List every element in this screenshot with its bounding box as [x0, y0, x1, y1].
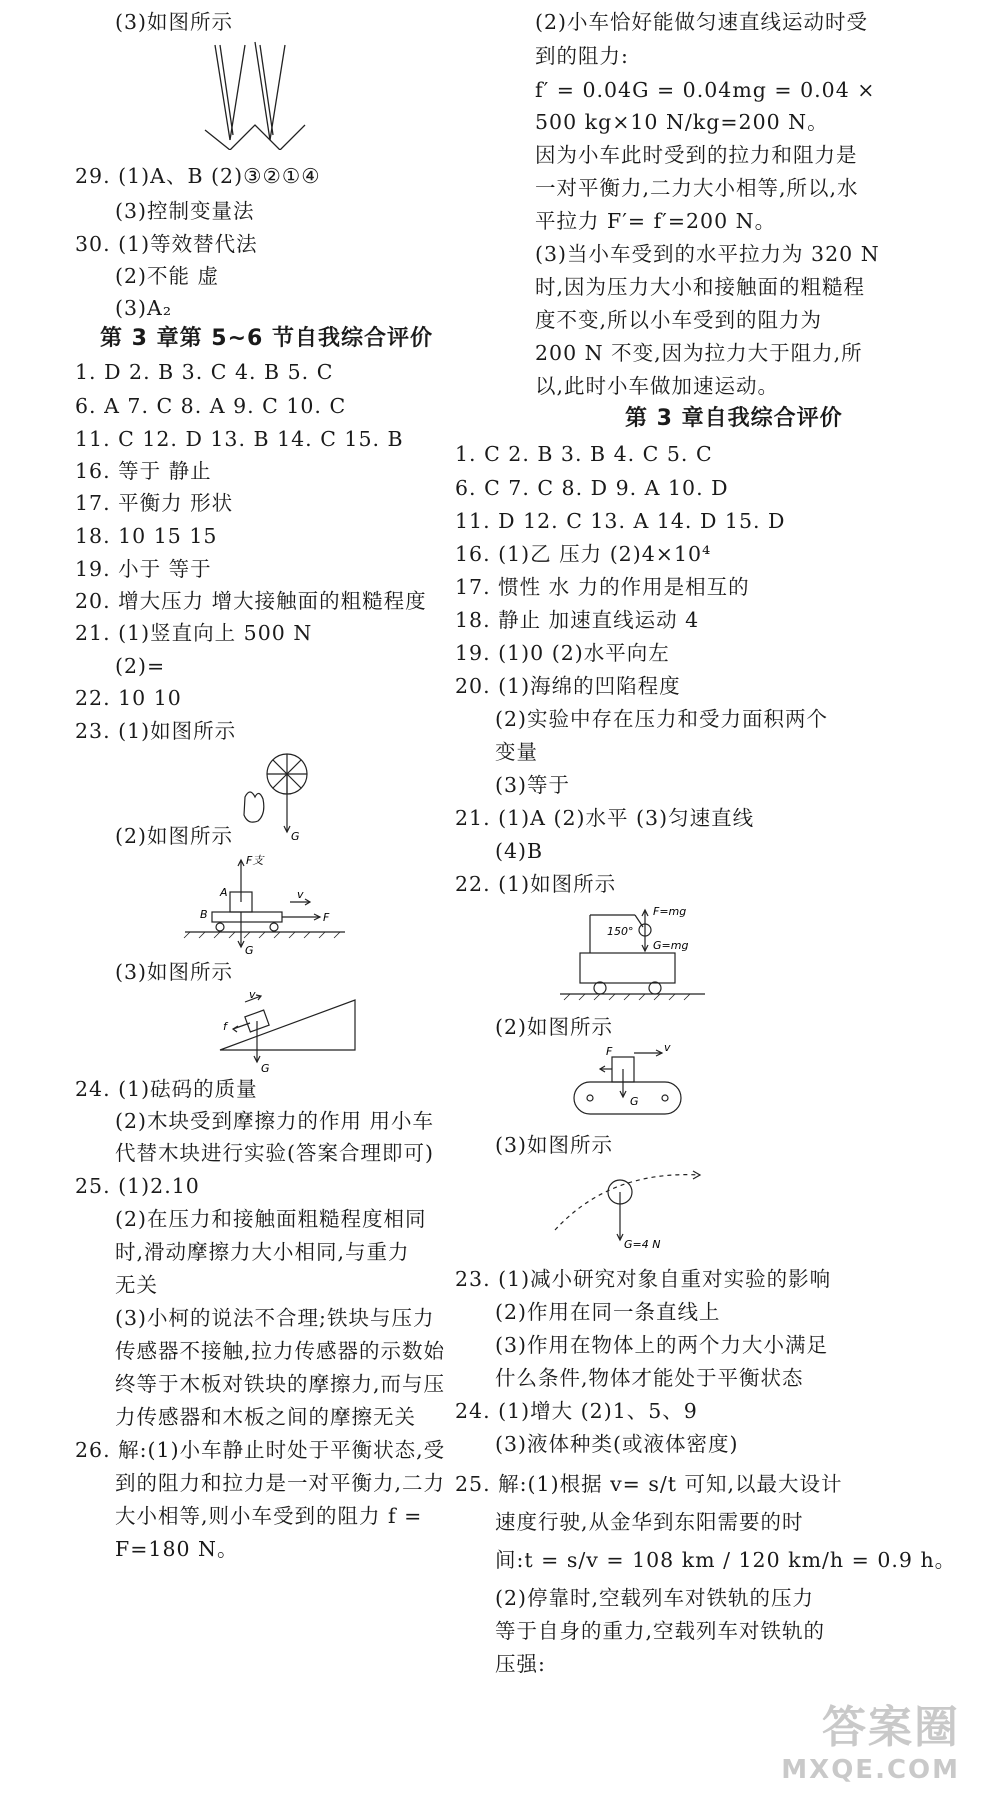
- text-line: 16. (1)乙 压力 (2)4×10⁴: [455, 542, 712, 566]
- text-line: 度不变,所以小车受到的阻力为: [535, 308, 823, 332]
- text-line: 23. (1)减小研究对象自重对实验的影响: [455, 1267, 832, 1291]
- text-line: 力传感器和木板之间的摩擦无关: [115, 1405, 416, 1429]
- text-line: (2)如图所示: [495, 1015, 614, 1039]
- text-line: 1. C 2. B 3. B 4. C 5. C: [455, 442, 713, 466]
- text-line: 代替木块进行实验(答案合理即可): [115, 1141, 434, 1165]
- text-line: (3)如图所示: [115, 960, 234, 984]
- hand-fan-figure: [235, 752, 325, 842]
- gravity-label: G: [245, 944, 254, 957]
- text-line: (2)在压力和接触面粗糙程度相同: [115, 1207, 427, 1231]
- text-line: 什么条件,物体才能处于平衡状态: [495, 1366, 804, 1390]
- text-line: 以,此时小车做加速运动。: [535, 374, 780, 398]
- velocity-label: v: [664, 1045, 671, 1054]
- text-line: 24. (1)增大 (2)1、5、9: [455, 1399, 698, 1423]
- text-line: 26. 解:(1)小车静止时处于平衡状态,受: [75, 1438, 446, 1462]
- section-heading: 第 3 章第 5~6 节自我综合评价: [100, 326, 433, 351]
- text-line: 25. (1)2.10: [75, 1174, 200, 1198]
- gravity-label: G: [630, 1095, 639, 1108]
- text-line: 23. (1)如图所示: [75, 719, 237, 743]
- text-line: 到的阻力和拉力是一对平衡力,二力: [115, 1471, 446, 1495]
- text-line: (3)小柯的说法不合理;铁块与压力: [115, 1306, 435, 1330]
- angle-label: 150°: [607, 925, 634, 938]
- text-line: 18. 静止 加速直线运动 4: [455, 608, 700, 632]
- text-line: 17. 惯性 水 力的作用是相互的: [455, 575, 750, 599]
- text-line: (2)停靠时,空载列车对铁轨的压力: [495, 1586, 815, 1610]
- force-label: F: [323, 911, 330, 924]
- text-line: 21. (1)竖直向上 500 N: [75, 621, 313, 645]
- text-line: 19. (1)0 (2)水平向左: [455, 641, 670, 665]
- conveyor-figure: [570, 1045, 690, 1125]
- velocity-label: v: [249, 990, 256, 1001]
- text-line: f′ = 0.04G = 0.04mg = 0.04 ×: [535, 78, 876, 102]
- text-line: 6. A 7. C 8. A 9. C 10. C: [75, 394, 347, 418]
- text-line: 传感器不接触,拉力传感器的示数始: [115, 1339, 446, 1363]
- text-line: 无关: [115, 1273, 158, 1297]
- incline-figure: [215, 990, 360, 1075]
- text-line: 到的阻力:: [535, 44, 629, 68]
- text-line: 因为小车此时受到的拉力和阻力是: [535, 143, 858, 167]
- text-line: 变量: [495, 740, 538, 764]
- text-line: 速度行驶,从金华到东阳需要的时: [495, 1510, 804, 1534]
- text-line: (2)=: [115, 654, 166, 678]
- force-label: F: [606, 1045, 613, 1058]
- text-line: (3)如图所示: [115, 10, 234, 34]
- text-line: 19. 小于 等于: [75, 557, 212, 581]
- text-line: 时,因为压力大小和接触面的粗糙程: [535, 275, 866, 299]
- cart-b-label: B: [200, 908, 208, 921]
- text-line: 21. (1)A (2)水平 (3)匀速直线: [455, 806, 755, 830]
- text-line: 22. 10 10: [75, 686, 182, 710]
- gravity-label: G=4 N: [624, 1238, 661, 1250]
- text-line: 大小相等,则小车受到的阻力 f =: [115, 1504, 423, 1528]
- text-line: 一对平衡力,二力大小相等,所以,水: [535, 176, 859, 200]
- gravity-label: G=mg: [653, 939, 689, 952]
- text-line: 30. (1)等效替代法: [75, 232, 258, 256]
- text-line: 16. 等于 静止: [75, 459, 212, 483]
- text-line: (3)作用在物体上的两个力大小满足: [495, 1333, 829, 1357]
- light-reflection-figure: [200, 40, 320, 150]
- text-line: (2)不能 虚: [115, 264, 220, 288]
- text-line: 11. D 12. C 13. A 14. D 15. D: [455, 509, 786, 533]
- gravity-label: G: [261, 1062, 270, 1075]
- text-line: (2)如图所示: [115, 824, 234, 848]
- support-force-label: F支: [246, 854, 264, 867]
- text-line: 29. (1)A、B (2)③②①④: [75, 164, 321, 188]
- watermark-logo: [781, 1691, 960, 1785]
- text-line: (3)控制变量法: [115, 199, 255, 223]
- text-line: (3)当小车受到的水平拉力为 320 N: [535, 242, 880, 266]
- text-line: 11. C 12. D 13. B 14. C 15. B: [75, 427, 404, 451]
- text-line: 终等于木板对铁块的摩擦力,而与压: [115, 1372, 446, 1396]
- text-line: 25. 解:(1)根据 v= s/t 可知,以最大设计: [455, 1472, 843, 1496]
- text-line: 平拉力 F′= f′=200 N。: [535, 209, 777, 233]
- watermark-url: MXQE.COM: [781, 1755, 960, 1785]
- text-line: 17. 平衡力 形状: [75, 491, 234, 515]
- text-line: 24. (1)砝码的质量: [75, 1077, 258, 1101]
- text-line: 1. D 2. B 3. C 4. B 5. C: [75, 360, 334, 384]
- section-heading: 第 3 章自我综合评价: [625, 406, 843, 431]
- text-line: 22. (1)如图所示: [455, 872, 617, 896]
- text-line: (2)作用在同一条直线上: [495, 1300, 721, 1324]
- text-line: 6. C 7. C 8. D 9. A 10. D: [455, 476, 729, 500]
- projectile-figure: [550, 1160, 720, 1250]
- text-line: (3)液体种类(或液体密度): [495, 1432, 739, 1456]
- text-line: F=180 N。: [115, 1537, 239, 1561]
- text-line: (3)A₂: [115, 296, 173, 320]
- text-line: (4)B: [495, 839, 544, 863]
- pendulum-cart-figure: [555, 905, 725, 1010]
- text-line: (2)木块受到摩擦力的作用 用小车: [115, 1109, 435, 1133]
- block-on-cart-figure: [180, 852, 355, 957]
- watermark-text: 答案圈: [822, 1702, 960, 1753]
- text-line: (2)实验中存在压力和受力面积两个: [495, 707, 829, 731]
- velocity-label: v: [297, 888, 304, 901]
- text-line: (3)等于: [495, 773, 571, 797]
- force-label: F=mg: [653, 905, 687, 918]
- text-line: 200 N 不变,因为拉力大于阻力,所: [535, 341, 863, 365]
- block-a-label: A: [220, 886, 228, 899]
- text-line: 500 kg×10 N/kg=200 N。: [535, 110, 829, 134]
- text-line: 等于自身的重力,空载列车对铁轨的: [495, 1619, 826, 1643]
- text-line: 压强:: [495, 1652, 546, 1676]
- text-line: 20. (1)海绵的凹陷程度: [455, 674, 681, 698]
- gravity-label: G: [291, 830, 300, 842]
- text-line: 20. 增大压力 增大接触面的粗糙程度: [75, 589, 427, 613]
- text-line: 时,滑动摩擦力大小相同,与重力: [115, 1240, 410, 1264]
- text-line: 间:t = s/v = 108 km / 120 km/h = 0.9 h。: [495, 1548, 957, 1572]
- text-line: (2)小车恰好能做匀速直线运动时受: [535, 10, 869, 34]
- friction-label: f: [223, 1020, 227, 1033]
- text-line: 18. 10 15 15: [75, 524, 218, 548]
- text-line: (3)如图所示: [495, 1133, 614, 1157]
